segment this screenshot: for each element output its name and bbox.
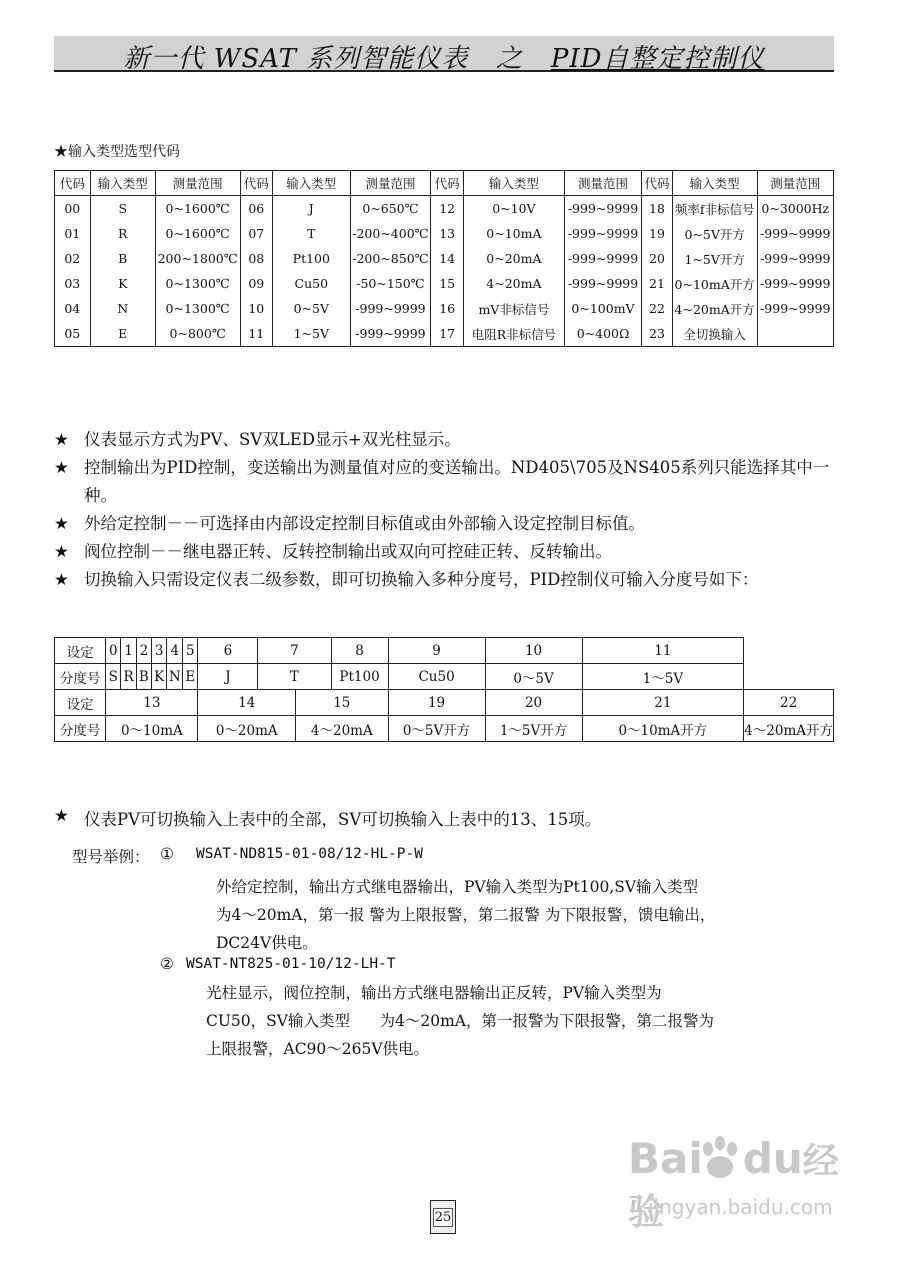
table-cell: R	[90, 221, 155, 246]
note-text: 仪表显示方式为PV、SV双LED显示+双光柱显示。	[84, 430, 461, 449]
table-cell: B	[90, 246, 155, 271]
code-cell: 5	[183, 638, 198, 664]
table-row	[55, 321, 834, 347]
table-cell: 0~800℃	[155, 321, 240, 347]
example-2-line: 光柱显示，阀位控制，输出方式继电器输出正反转，PV输入类型为	[206, 984, 662, 1002]
header-cell: 输入类型	[463, 171, 564, 196]
code-cell: 20	[485, 690, 582, 716]
table-row	[55, 221, 834, 246]
code-cell: 0～20mA	[198, 716, 296, 742]
star-icon: ★	[54, 806, 69, 825]
code-cell: 22	[744, 690, 834, 716]
header-title	[54, 38, 834, 75]
codes-label: 设定	[55, 638, 106, 664]
page-number-box	[430, 1200, 456, 1234]
code-cell: 4～20mA	[296, 716, 389, 742]
header-title-model: PID自整定控制仪	[550, 44, 765, 74]
code-cell: 14	[198, 690, 296, 716]
star-icon: ★	[54, 514, 69, 533]
code-cell: 6	[198, 638, 258, 664]
table-cell: Cu50	[273, 271, 350, 296]
note-item	[54, 510, 854, 538]
table-cell: 0~10mA	[463, 221, 564, 246]
table-cell: 频率f非标信号	[672, 196, 757, 222]
table-cell: -200~400℃	[350, 221, 431, 246]
table-cell: -999~9999	[350, 321, 431, 347]
table-cell: 12	[431, 196, 464, 222]
table-cell: -200~850℃	[350, 246, 431, 271]
table-cell: -999~9999	[757, 221, 833, 246]
code-cell: 10	[485, 638, 582, 664]
table-cell: -999~9999	[564, 196, 641, 222]
code-cell: 0～10mA开方	[582, 716, 744, 742]
table-cell: 10	[240, 296, 273, 321]
table-cell: 200~1800℃	[155, 246, 240, 271]
code-cell: Pt100	[331, 664, 388, 690]
note-item	[54, 426, 854, 454]
watermark-site: jingyan.baidu.com	[648, 1195, 833, 1219]
example-2-number: ②	[160, 955, 174, 973]
codes-row-graduation-2	[55, 716, 834, 742]
watermark-brand: 经验	[628, 1141, 839, 1233]
header-cell: 输入类型	[672, 171, 757, 196]
table-cell: 13	[431, 221, 464, 246]
code-cell: 7	[258, 638, 331, 664]
table-cell: 16	[431, 296, 464, 321]
table-row	[55, 196, 834, 222]
code-cell: 11	[582, 638, 744, 664]
watermark-logo	[628, 1133, 858, 1235]
page-number: 25	[434, 1209, 452, 1225]
codes-label: 分度号	[55, 664, 106, 690]
code-cell: R	[121, 664, 136, 690]
code-cell: E	[183, 664, 198, 690]
code-cell: 13	[106, 690, 198, 716]
table-cell: T	[273, 221, 350, 246]
table-cell: 0~5V	[273, 296, 350, 321]
table-cell: 4~20mA	[463, 271, 564, 296]
example-2-model: WSAT-NT825-01-10/12-LH-T	[186, 956, 396, 972]
table-cell: K	[90, 271, 155, 296]
code-cell: 8	[331, 638, 388, 664]
table-cell: E	[90, 321, 155, 347]
header-cell: 代码	[642, 171, 673, 196]
note-text: 阀位控制－－继电器正转、反转控制输出或双向可控硅正转、反转输出。	[84, 542, 612, 561]
star-icon: ★	[54, 430, 69, 449]
header-cell: 输入类型	[273, 171, 350, 196]
table-cell: 0~650℃	[350, 196, 431, 222]
example-1-line: 外给定控制，输出方式继电器输出，PV输入类型为Pt100,SV输入类型	[216, 878, 699, 896]
table-cell: 01	[55, 221, 91, 246]
example-1-number: ①	[160, 845, 174, 863]
table-cell: 18	[642, 196, 673, 222]
input-types-title: ★输入类型选型代码	[54, 144, 180, 160]
code-cell: 15	[296, 690, 389, 716]
table-cell: 09	[240, 271, 273, 296]
table-cell: 0~1300℃	[155, 271, 240, 296]
note-switch-text: 仪表PV可切换输入上表中的全部，SV可切换输入上表中的13、15项。	[84, 810, 602, 829]
code-cell: Cu50	[388, 664, 485, 690]
star-icon: ★	[54, 570, 69, 589]
graduation-codes-table	[54, 637, 834, 742]
table-cell: 21	[642, 271, 673, 296]
code-cell: S	[106, 664, 121, 690]
notes-list	[54, 426, 854, 594]
example-2-line: CU50，SV输入类型 为4～20mA，第一报警为下限报警，第二报警为	[206, 1012, 714, 1030]
watermark-logo-left: Bai	[628, 1134, 703, 1183]
table-cell: -999~9999	[757, 296, 833, 321]
table-cell: mV非标信号	[463, 296, 564, 321]
table-cell: 0~10V	[463, 196, 564, 222]
table-cell: 08	[240, 246, 273, 271]
table-cell: -999~9999	[564, 221, 641, 246]
header-cell: 代码	[240, 171, 273, 196]
code-cell: 19	[388, 690, 485, 716]
table-cell: 19	[642, 221, 673, 246]
table-cell: 0~10mA开方	[672, 271, 757, 296]
code-cell: J	[198, 664, 258, 690]
code-cell: 0～5V开方	[388, 716, 485, 742]
example-1-model: WSAT-ND815-01-08/12-HL-P-W	[196, 846, 423, 862]
star-icon: ★	[54, 542, 69, 561]
table-cell: 电阻R非标信号	[463, 321, 564, 347]
table-cell: 4~20mA开方	[672, 296, 757, 321]
note-item	[54, 454, 854, 510]
example-1-line: DC24V供电。	[216, 934, 318, 952]
table-cell: S	[90, 196, 155, 222]
codes-row-setting-1	[55, 638, 834, 664]
input-types-header-row	[55, 171, 834, 196]
note-text: 外给定控制－－可选择由内部设定控制目标值或由外部输入设定控制目标值。	[84, 514, 645, 533]
header-cell: 测量范围	[564, 171, 641, 196]
code-cell: 2	[136, 638, 151, 664]
header-title-main: 新一代 WSAT 系列智能仪表 之	[123, 44, 551, 74]
header-cell: 代码	[55, 171, 91, 196]
code-cell: 4～20mA开方	[744, 716, 834, 742]
baidu-watermark	[628, 1133, 858, 1233]
codes-row-setting-2	[55, 690, 834, 716]
code-cell: 4	[167, 638, 183, 664]
table-cell: 1~5V开方	[672, 246, 757, 271]
example-1-line: 为4～20mA，第一报 警为上限报警，第二报警 为下限报警，馈电输出，	[216, 906, 716, 924]
input-types-table	[54, 170, 834, 347]
table-cell: -999~9999	[350, 296, 431, 321]
table-cell: 02	[55, 246, 91, 271]
table-cell: 20	[642, 246, 673, 271]
watermark-logo-right: du	[742, 1134, 803, 1183]
table-cell: 全切换输入	[672, 321, 757, 347]
header-cell: 代码	[431, 171, 464, 196]
note-item	[54, 538, 854, 566]
code-cell: 1～5V开方	[485, 716, 582, 742]
table-cell: 07	[240, 221, 273, 246]
note-switch	[54, 806, 601, 830]
code-cell: 9	[388, 638, 485, 664]
codes-label: 分度号	[55, 716, 106, 742]
table-cell: 0~1600℃	[155, 221, 240, 246]
table-cell: 0~100mV	[564, 296, 641, 321]
table-cell: J	[273, 196, 350, 222]
table-cell: 03	[55, 271, 91, 296]
table-cell: 11	[240, 321, 273, 347]
table-cell: 00	[55, 196, 91, 222]
header-cell: 测量范围	[757, 171, 833, 196]
code-cell: 3	[152, 638, 167, 664]
table-cell: 0~5V开方	[672, 221, 757, 246]
table-cell: Pt100	[273, 246, 350, 271]
star-icon: ★	[54, 458, 69, 477]
code-cell: T	[258, 664, 331, 690]
table-cell: 06	[240, 196, 273, 222]
code-cell: B	[136, 664, 151, 690]
page-header	[54, 36, 834, 72]
table-cell: 04	[55, 296, 91, 321]
codes-label: 设定	[55, 690, 106, 716]
table-cell: 17	[431, 321, 464, 347]
header-cell: 测量范围	[350, 171, 431, 196]
header-cell: 测量范围	[155, 171, 240, 196]
code-cell: 21	[582, 690, 744, 716]
table-cell: -50~150℃	[350, 271, 431, 296]
table-cell: -999~9999	[564, 271, 641, 296]
table-cell: -999~9999	[757, 271, 833, 296]
table-cell: N	[90, 296, 155, 321]
example-2-line: 上限报警，AC90～265V供电。	[206, 1040, 430, 1058]
code-cell: 0～10mA	[106, 716, 198, 742]
examples-label: 型号举例：	[72, 848, 150, 866]
note-text: 切换输入只需设定仪表二级参数，即可切换输入多种分度号，PID控制仪可输入分度号如下：	[84, 570, 759, 589]
table-cell: 23	[642, 321, 673, 347]
codes-row-graduation-1	[55, 664, 834, 690]
code-cell: K	[152, 664, 167, 690]
code-cell: N	[167, 664, 183, 690]
table-cell: 0~20mA	[463, 246, 564, 271]
table-cell: 1~5V	[273, 321, 350, 347]
table-cell: 14	[431, 246, 464, 271]
table-row	[55, 296, 834, 321]
note-text: 控制输出为PID控制，变送输出为测量值对应的变送输出。ND405\705及NS405系列只能选择其中一种。	[84, 458, 830, 505]
table-cell: 22	[642, 296, 673, 321]
table-row	[55, 246, 834, 271]
header-cell: 输入类型	[90, 171, 155, 196]
input-types-body	[55, 196, 834, 347]
note-item	[54, 566, 854, 594]
table-cell: -999~9999	[757, 246, 833, 271]
code-cell: 1～5V	[582, 664, 744, 690]
table-cell: 15	[431, 271, 464, 296]
table-cell: 0~400Ω	[564, 321, 641, 347]
table-cell: 0~3000Hz	[757, 196, 833, 222]
table-cell	[757, 321, 833, 347]
table-cell: 0~1600℃	[155, 196, 240, 222]
table-cell: 05	[55, 321, 91, 347]
code-cell: 0～5V	[485, 664, 582, 690]
code-cell: 1	[121, 638, 136, 664]
table-row	[55, 271, 834, 296]
paw-icon	[700, 1135, 740, 1179]
code-cell: 0	[106, 638, 121, 664]
table-cell: -999~9999	[564, 246, 641, 271]
table-cell: 0~1300℃	[155, 296, 240, 321]
